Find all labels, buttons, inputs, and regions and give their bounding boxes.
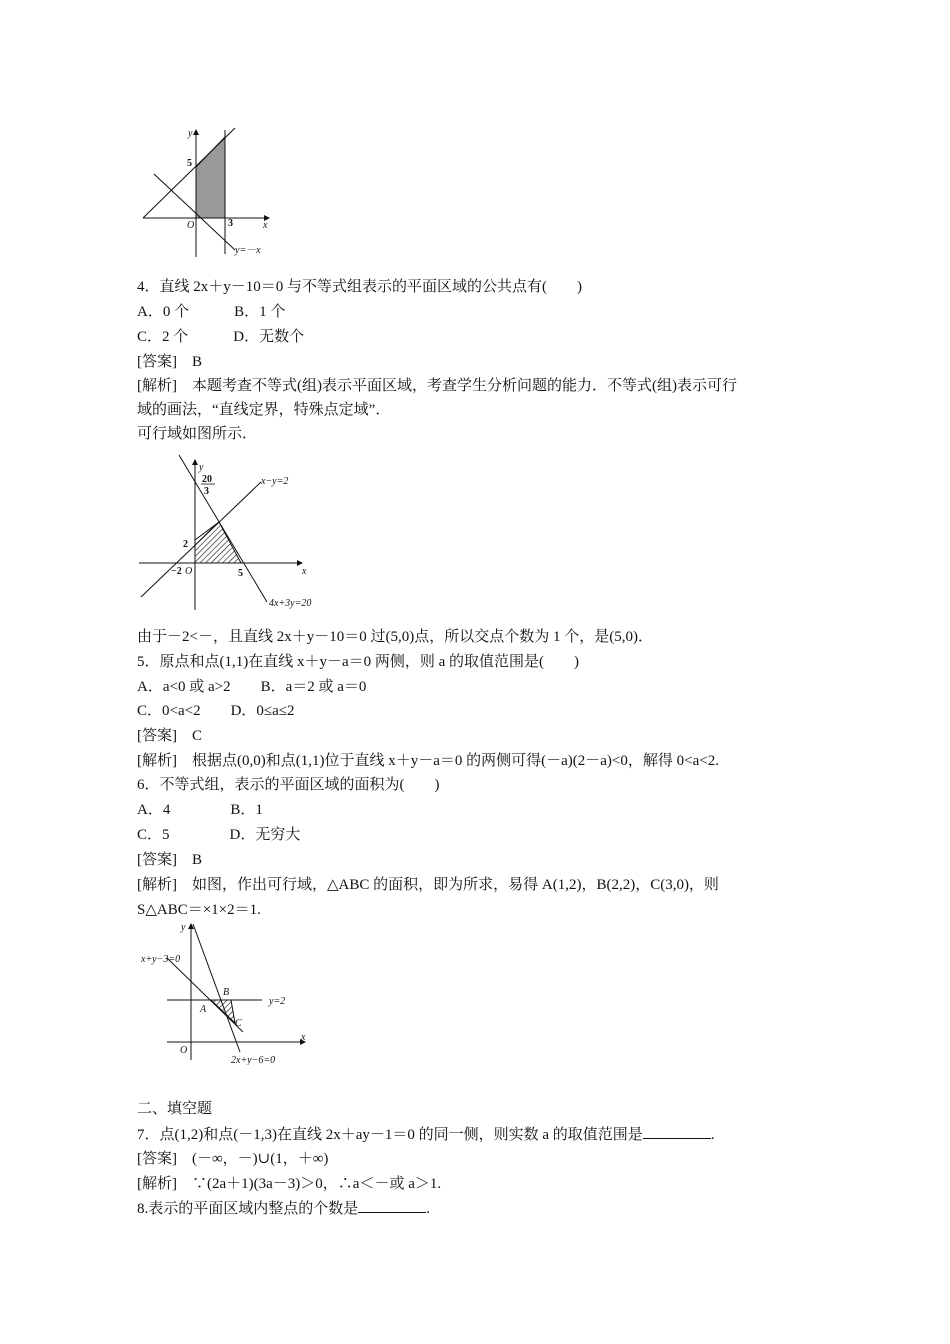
q8-stem: 8.表示的平面区域内整点的个数是 <box>137 1201 359 1217</box>
figure-2-graph <box>137 450 337 615</box>
q4-stem: 4．直线 2x＋y－10＝0 与不等式组表示的平面区域的公共点有( ) <box>137 279 582 295</box>
q7-answer-blank[interactable] <box>643 1124 711 1139</box>
origin-label: O <box>180 1045 188 1056</box>
frac-numerator: 20 <box>202 474 212 485</box>
q4-options-cd: C．2 个 D．无数个 <box>137 329 305 345</box>
x-axis-label: x <box>301 1032 306 1043</box>
y-axis-label: y <box>199 462 204 473</box>
q5-analysis: [解析] 根据点(0,0)和点(1,1)位于直线 x＋y－a＝0 的两侧可得(－a)(2－a)<0，解得 0<a<2. <box>137 753 719 769</box>
y-axis-label: y <box>188 128 193 139</box>
q4-analysis-line2: 域的画法，“直线定界，特殊点定域”． <box>137 402 391 418</box>
triangle-ABC <box>211 1000 235 1023</box>
feasible-region <box>195 522 241 563</box>
line-2x-plus-y-minus-6 <box>193 924 240 1052</box>
q4-after-figure: 由于－2<－，且直线 2x＋y－10＝0 过(5,0)点，所以交点个数为 1 个，是(5,0)． <box>137 629 653 645</box>
section-title: 二、填空题 <box>137 1101 213 1117</box>
q5-options-ab: A．a<0 或 a>2 B．a＝2 或 a＝0 <box>137 679 367 695</box>
point-C-label: C <box>235 1018 242 1029</box>
q5-stem: 5．原点和点(1,1)在直线 x＋y－a＝0 两侧，则 a 的取值范围是( ) <box>137 654 580 670</box>
line-label-x-plus-y: x+y−3=0 <box>141 954 181 965</box>
figure-3-graph <box>137 920 312 1065</box>
x-axis-label: x <box>263 220 268 231</box>
line-x-plus-y-minus-3 <box>167 958 243 1032</box>
q5-answer: [答案] C <box>137 728 202 744</box>
q7-stem-line <box>137 1124 715 1145</box>
q5-options-cd: C．0<a<2 D．0≤a≤2 <box>137 703 295 719</box>
q4-analysis-line1: [解析] 本题考查不等式(组)表示平面区域，考查学生分析问题的能力．不等式(组)表示可行 <box>137 378 737 394</box>
q7-answer: [答案] (－∞，－)∪(1，＋∞) <box>137 1151 329 1167</box>
point-A-label: A <box>200 1004 207 1015</box>
y-axis-label: y <box>181 922 186 933</box>
q4-options-ab: A．0 个 B．1 个 <box>137 304 286 320</box>
tick-5: 5 <box>187 158 192 169</box>
q6-stem: 6．不等式组，表示的平面区域的面积为( ) <box>137 777 440 793</box>
q8-answer-blank[interactable] <box>358 1198 426 1213</box>
tick-2: 2 <box>183 539 188 550</box>
x-axis-label: x <box>302 566 307 577</box>
q6-options-ab: A．4 B．1 <box>137 802 263 818</box>
q6-analysis-line1: [解析] 如图，作出可行域，△ABC 的面积，即为所求，易得 A(1,2)，B(2,2)，C(3,0)，则 <box>137 877 719 893</box>
q6-answer: [答案] B <box>137 852 202 868</box>
shaded-region <box>196 137 225 218</box>
line-label-4x-plus-3y: 4x+3y=20 <box>269 598 312 609</box>
q4-answer: [答案] B <box>137 354 202 370</box>
q7-stem: 7．点(1,2)和点(－1,3)在直线 2x＋ay－1＝0 的同一侧，则实数 a 的取值范围是 <box>137 1127 643 1143</box>
line-label-2x-plus-y: 2x+y−6=0 <box>231 1055 276 1065</box>
q7-stem-end: . <box>710 1127 715 1143</box>
line-x-minus-y-eq-2 <box>141 482 261 597</box>
q6-analysis-line2: S△ABC＝×1×2＝1. <box>137 902 261 918</box>
point-B-label: B <box>223 987 230 998</box>
q4-analysis-line3: 可行域如图所示． <box>137 426 258 442</box>
line-label-y-eq-2: y=2 <box>269 996 286 1007</box>
tick-3: 3 <box>228 218 233 229</box>
tick-neg-2: −2 <box>171 566 182 577</box>
origin-label: O <box>185 566 193 577</box>
q7-analysis: [解析] ∵(2a＋1)(3a－3)＞0，∴a＜－或 a＞1. <box>137 1176 442 1192</box>
line-label-x-minus-y: x−y=2 <box>261 476 289 487</box>
tick-5: 5 <box>238 568 243 579</box>
figure-1-graph <box>137 122 287 262</box>
origin-label: O <box>187 220 195 231</box>
frac-denominator: 3 <box>204 486 209 497</box>
q8-stem-end: . <box>426 1201 431 1217</box>
q6-options-cd: C．5 D．无穷大 <box>137 827 301 843</box>
line-4x-plus-3y-eq-20 <box>179 455 267 602</box>
line-label-y-neg-x: y=－x <box>235 245 261 256</box>
q8-stem-line <box>137 1198 430 1219</box>
